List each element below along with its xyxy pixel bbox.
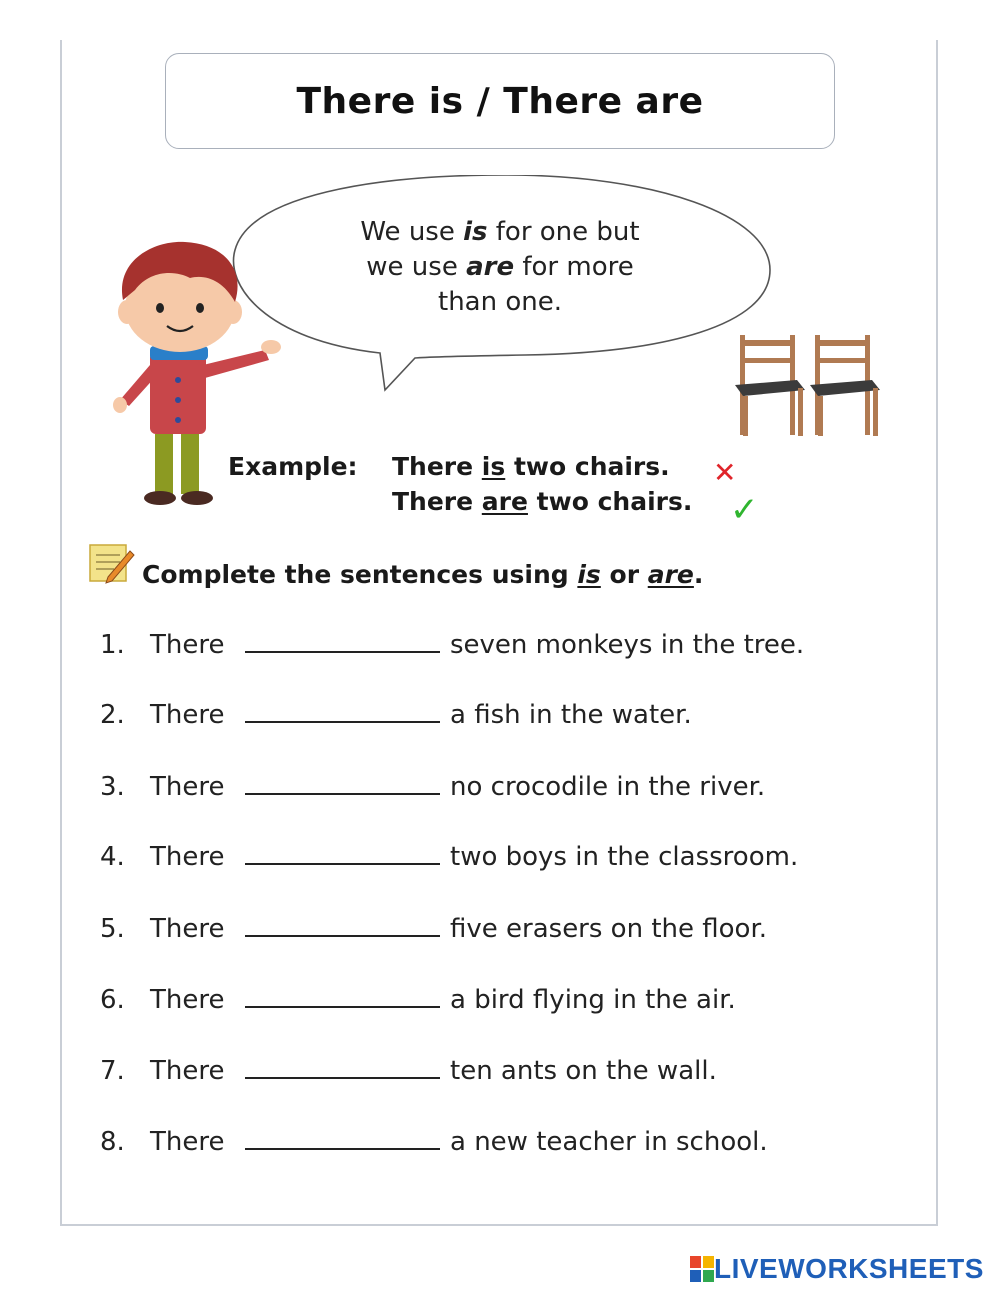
notepad-pencil-icon (88, 541, 136, 585)
answer-blank[interactable] (245, 986, 440, 1008)
bubble-line-3: than one. (438, 287, 562, 317)
question-item: 8. There a new teacher in school. (100, 1127, 768, 1157)
answer-blank[interactable] (245, 843, 440, 865)
example-label: Example: (228, 452, 358, 481)
liveworksheets-logo-icon (690, 1256, 714, 1282)
question-item: 5. There five erasers on the floor. (100, 914, 768, 944)
liveworksheets-branding[interactable] (690, 1253, 984, 1285)
bubble-line-1: We use is for one but (360, 217, 640, 247)
example-wrong-sentence: There is two chairs. (392, 452, 670, 481)
answer-blank[interactable] (245, 773, 440, 795)
answer-blank[interactable] (245, 1057, 440, 1079)
instruction-text: Complete the sentences using is or are. (142, 560, 704, 589)
answer-blank[interactable] (245, 915, 440, 937)
question-item: 6. There a bird flying in the air. (100, 985, 736, 1015)
question-item: 7. There ten ants on the wall. (100, 1056, 717, 1086)
right-check-icon: ✓ (730, 490, 759, 530)
brand-name: LIVEWORKSHEETS (714, 1253, 984, 1284)
answer-blank[interactable] (245, 1128, 440, 1150)
example-right-sentence: There are two chairs. (392, 487, 693, 516)
answer-blank[interactable] (245, 631, 440, 653)
chairs-illustration-icon (735, 330, 885, 440)
title-box (165, 53, 835, 149)
wrong-x-icon: ✕ (713, 456, 737, 489)
question-item: 2. There a fish in the water. (100, 700, 692, 730)
question-item: 3. There no crocodile in the river. (100, 772, 766, 802)
speech-bubble-text (300, 215, 700, 320)
question-item: 4. There two boys in the classroom. (100, 842, 799, 872)
question-item: 1. There seven monkeys in the tree. (100, 630, 805, 660)
answer-blank[interactable] (245, 701, 440, 723)
bubble-line-2: we use are for more (366, 252, 634, 282)
page-title: There is / There are (296, 80, 704, 122)
